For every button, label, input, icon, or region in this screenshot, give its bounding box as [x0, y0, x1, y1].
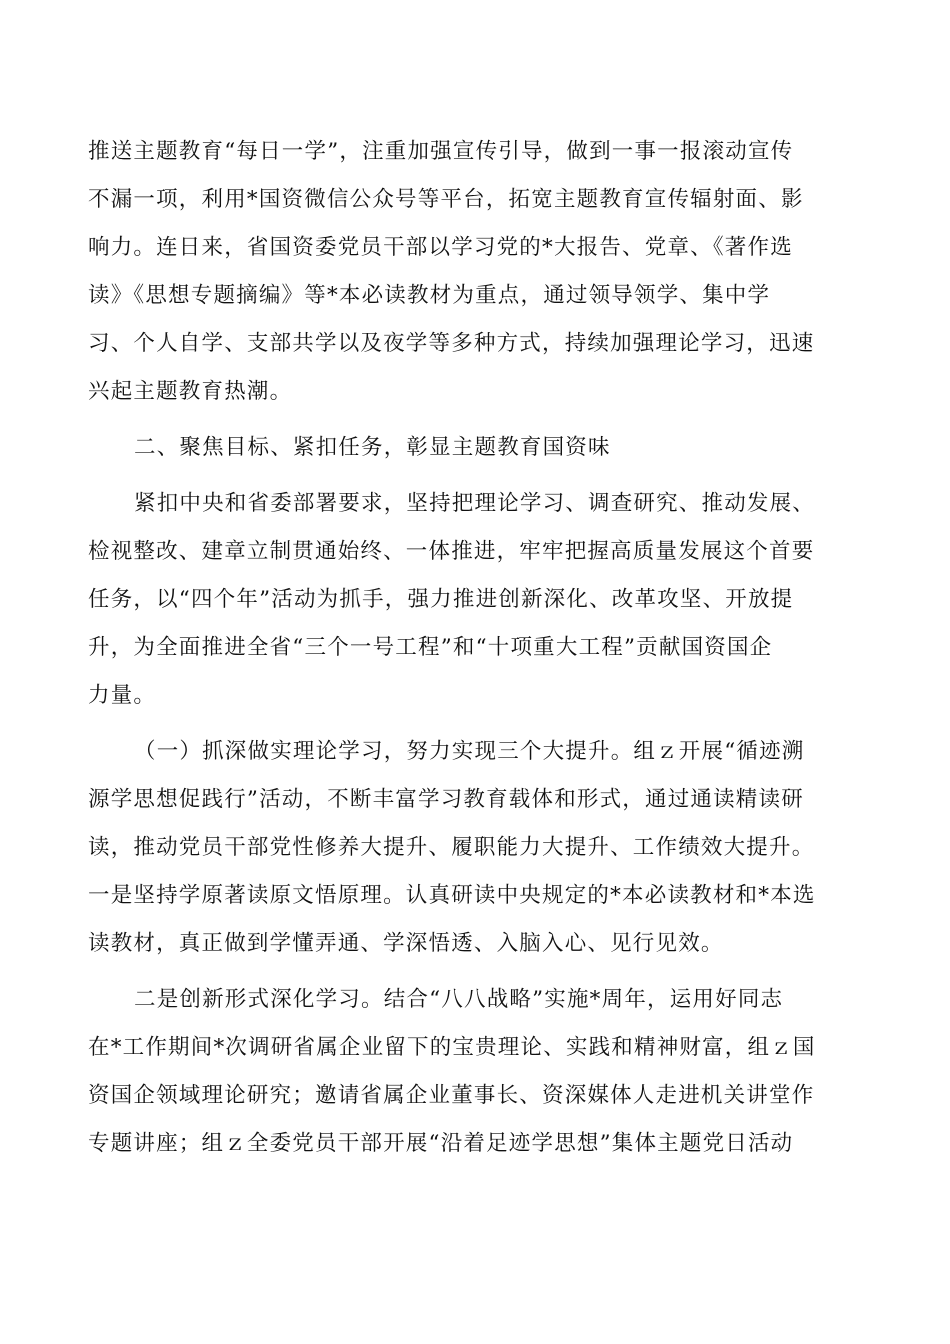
- text-line: 响力。连日来，省国资委党员干部以学习党的*大报告、党章、《著作选: [88, 235, 793, 260]
- paragraph-4: [88, 728, 868, 968]
- text-line: 推送主题教育“每日一学”，注重加强宣传引导，做到一事一报滚动宣传: [88, 139, 794, 164]
- text-line: 习、个人自学、支部共学以及夜学等多种方式，持续加强理论学习，迅速: [88, 331, 815, 356]
- text-line: 源学思想促践行”活动，不断丰富学习教育载体和形式，通过通读精读研: [88, 787, 804, 812]
- text-line: 不漏一项，利用*国资微信公众号等平台，拓宽主题教育宣传辐射面、影: [88, 187, 804, 212]
- text-line: 升，为全面推进全省“三个一号工程”和“十项重大工程”贡献国资国企: [88, 635, 773, 660]
- text-line: 二是创新形式深化学习。结合“八八战略”实施*周年，运用好同志: [134, 987, 784, 1012]
- paragraph-5: [88, 976, 868, 1168]
- paragraph-1: [88, 128, 868, 416]
- heading-line: 二、聚焦目标、紧扣任务，彰显主题教育国资味: [134, 435, 611, 460]
- text-line: 兴起主题教育热潮。: [88, 379, 293, 404]
- text-line: 任务，以“四个年”活动为抓手，强力推进创新深化、改革攻坚、开放提: [88, 587, 794, 612]
- text-line: 读，推动党员干部党性修养大提升、履职能力大提升、工作绩效大提升。: [88, 835, 815, 860]
- text-line: 在*工作期间*次调研省属企业留下的宝贵理论、实践和精神财富，组ｚ国: [88, 1035, 816, 1060]
- section-heading: [88, 424, 868, 472]
- text-line: 一是坚持学原著读原文悟原理。认真研读中央规定的*本必读教材和*本选: [88, 883, 816, 908]
- text-line: （一）抓深做实理论学习，努力实现三个大提升。组ｚ开展“循迹溯: [134, 739, 805, 764]
- text-line: 读》《思想专题摘编》等*本必读教材为重点，通过领导领学、集中学: [88, 283, 771, 308]
- text-line: 紧扣中央和省委部署要求，坚持把理论学习、调查研究、推动发展、: [134, 491, 816, 516]
- text-line: 专题讲座；组ｚ全委党员干部开展“沿着足迹学思想”集体主题党日活动: [88, 1131, 794, 1156]
- text-line: 读教材，真正做到学懂弄通、学深悟透、入脑入心、见行见效。: [88, 931, 724, 956]
- text-line: 力量。: [88, 683, 157, 708]
- paragraph-3: [88, 480, 868, 720]
- text-line: 检视整改、建章立制贯通始终、一体推进，牢牢把握高质量发展这个首要: [88, 539, 815, 564]
- text-line: 资国企领域理论研究；邀请省属企业董事长、资深媒体人走进机关讲堂作: [88, 1083, 815, 1108]
- document-body: [88, 128, 868, 1168]
